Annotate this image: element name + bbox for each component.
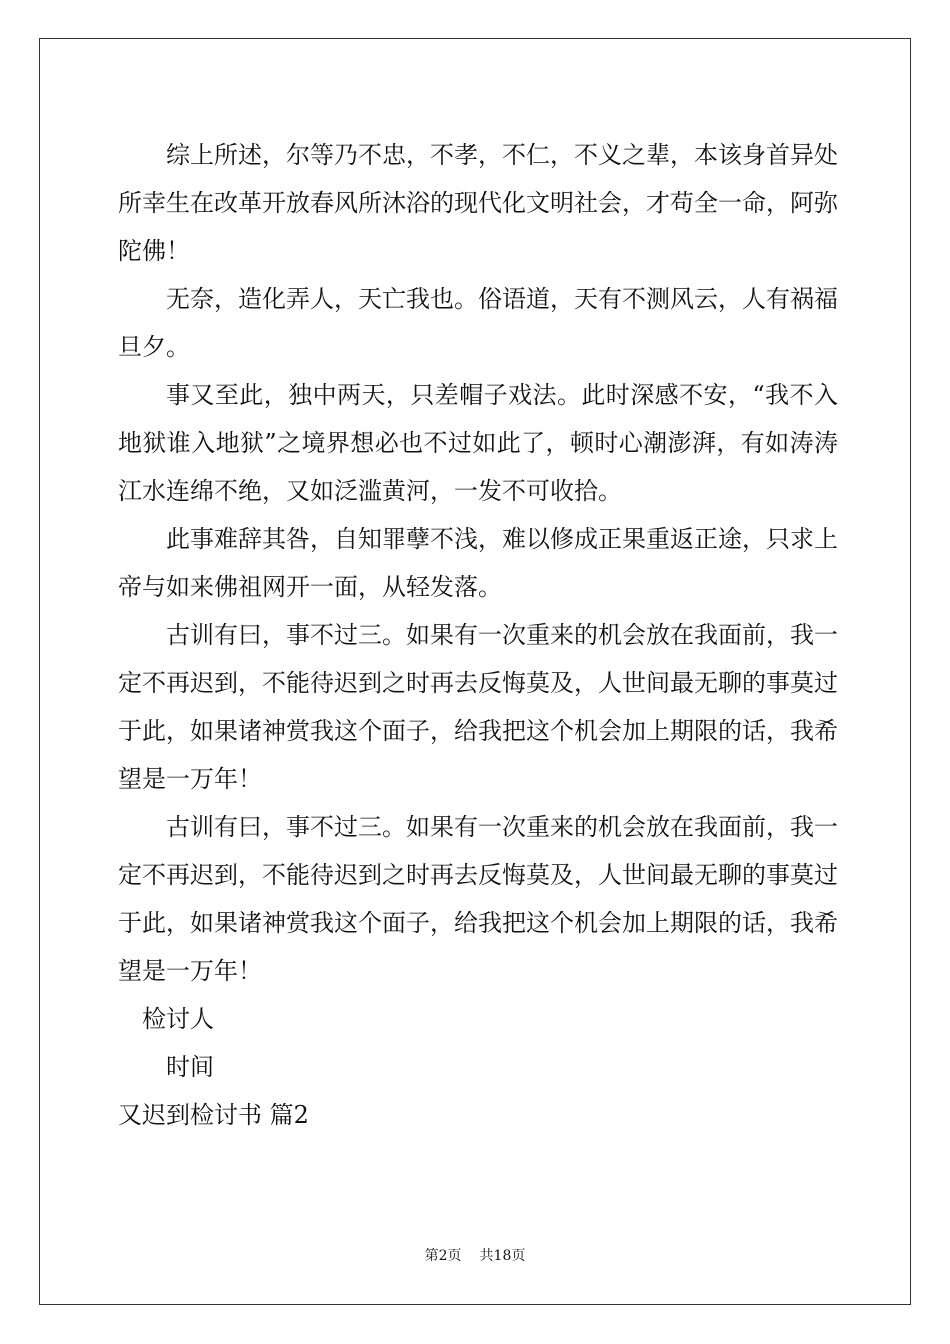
document-body — [118, 131, 838, 1139]
paragraph-2: 无奈，造化弄人，天亡我也。俗语道，天有不测风云，人有祸福旦夕。 — [118, 285, 838, 361]
page-footer — [40, 1245, 910, 1265]
paragraph-4: 此事难辞其咎，自知罪孽不浅，难以修成正果重返正途，只求上帝与如来佛祖网开一面，从轻发落。 — [118, 525, 838, 601]
document-page — [39, 38, 911, 1305]
page-number: 第2页 — [424, 1248, 462, 1264]
paragraph-5: 古训有曰，事不过三。如果有一次重来的机会放在我面前，我一定不再迟到，不能待迟到之时再去反悔莫及，人世间最无聊的事莫过于此，如果诸神赏我这个面子，给我把这个机会加上期限的话，我希望是一万年！ — [118, 621, 838, 793]
page-total: 共18页 — [479, 1248, 526, 1264]
next-section-heading: 又迟到检讨书 篇2 — [118, 1101, 309, 1129]
paragraph-1: 综上所述，尔等乃不忠，不孝，不仁，不义之辈，本该身首异处所幸生在改革开放春风所沐浴的现代化文明社会，才苟全一命，阿弥陀佛！ — [118, 141, 838, 265]
paragraph-3: 事又至此，独中两天，只差帽子戏法。此时深感不安，“我不入地狱谁入地狱”之境界想必也不过如此了，顿时心潮澎湃，有如涛涛江水连绵不绝，又如泛滥黄河，一发不可收拾。 — [118, 381, 838, 505]
signature-name: 检讨人 — [142, 1005, 214, 1033]
paragraph-6: 古训有曰，事不过三。如果有一次重来的机会放在我面前，我一定不再迟到，不能待迟到之时再去反悔莫及，人世间最无聊的事莫过于此，如果诸神赏我这个面子，给我把这个机会加上期限的话，我希望是一万年！ — [118, 813, 838, 985]
signature-time: 时间 — [166, 1053, 214, 1081]
